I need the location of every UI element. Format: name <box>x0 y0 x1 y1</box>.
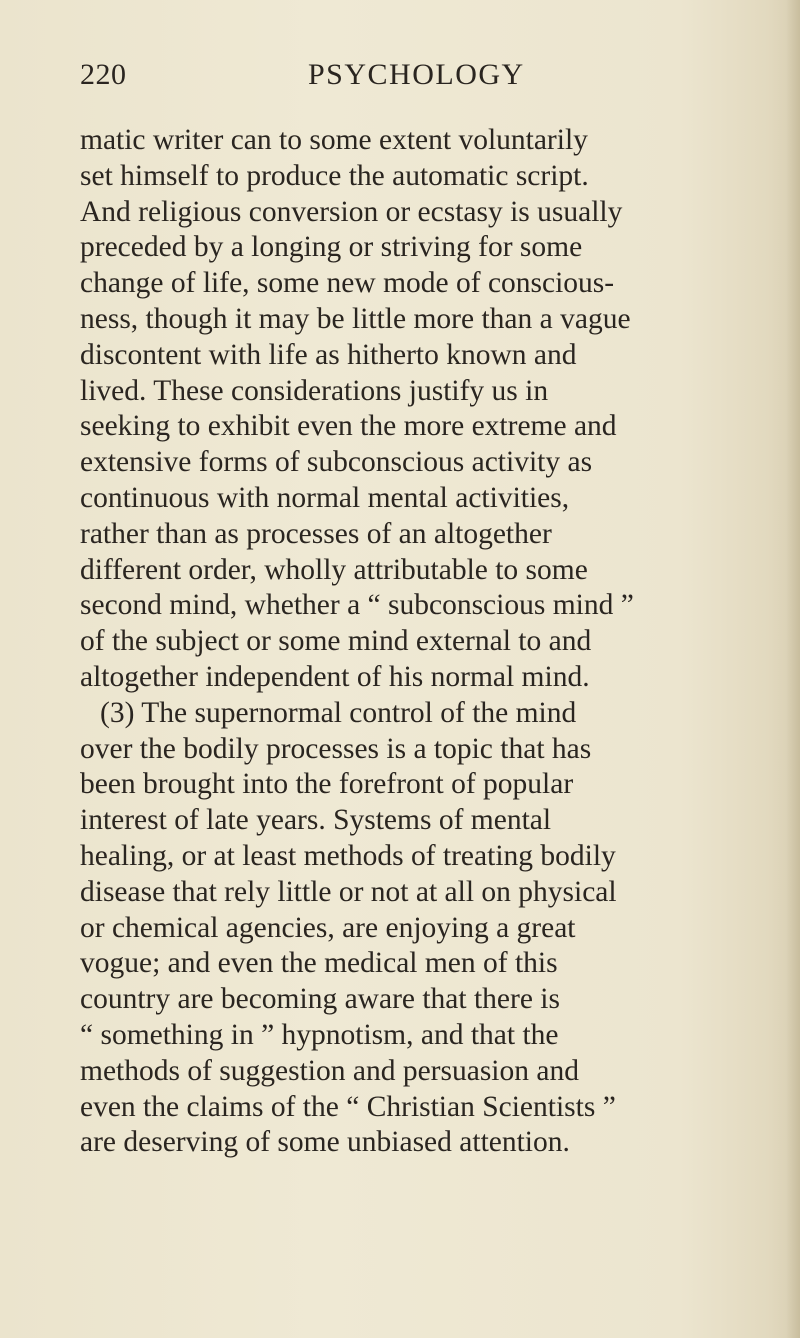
text-line: preceded by a longing or striving for some <box>80 231 583 264</box>
text-line: extensive forms of subconscious activity as <box>80 446 593 479</box>
text-line: disease that rely little or not at all on physical <box>80 875 617 908</box>
text-line: interest of late years. Systems of mental <box>80 804 552 837</box>
text-line: matic writer can to some extent voluntarily <box>80 124 588 156</box>
text-line: set himself to produce the automatic script. <box>80 159 589 192</box>
body-text <box>80 123 792 1161</box>
text-line: lived. These considerations justify us in <box>80 374 549 407</box>
text-line: seeking to exhibit even the more extreme and <box>80 410 617 443</box>
text-line: change of life, some new mode of conscious- <box>80 267 615 300</box>
text-line: second mind, whether a “ subconscious mind ” <box>80 589 634 622</box>
page-number: 220 <box>80 58 127 91</box>
text-line: are deserving of some unbiased attention. <box>80 1126 570 1159</box>
text-line: discontent with life as hitherto known and <box>80 338 577 371</box>
text-line: healing, or at least methods of treating bodily <box>80 839 616 872</box>
text-line: altogether independent of his normal mind. <box>80 660 590 693</box>
text-line: methods of suggestion and persuasion and <box>80 1054 579 1087</box>
running-head: PSYCHOLOGY <box>308 58 525 91</box>
text-line: ness, though it may be little more than a vague <box>80 302 631 335</box>
text-line: or chemical agencies, are enjoying a great <box>80 911 576 944</box>
text-line: been brought into the forefront of popular <box>80 768 574 801</box>
text-line: of the subject or some mind external to and <box>80 625 592 658</box>
text-line: And religious conversion or ecstasy is usually <box>80 195 623 228</box>
text-line: over the bodily processes is a topic that has <box>80 732 592 765</box>
text-line: different order, wholly attributable to some <box>80 553 588 586</box>
text-line: even the claims of the “ Christian Scientists ” <box>80 1090 616 1123</box>
text-line: continuous with normal mental activities, <box>80 481 570 514</box>
text-line: country are becoming aware that there is <box>80 983 560 1016</box>
page-header <box>80 58 760 102</box>
text-line: rather than as processes of an altogether <box>80 517 552 550</box>
paragraph-start-line: (3) The supernormal control of the mind <box>100 696 577 729</box>
text-line: vogue; and even the medical men of this <box>80 947 558 980</box>
text-line: “ something in ” hypnotism, and that the <box>80 1018 559 1051</box>
